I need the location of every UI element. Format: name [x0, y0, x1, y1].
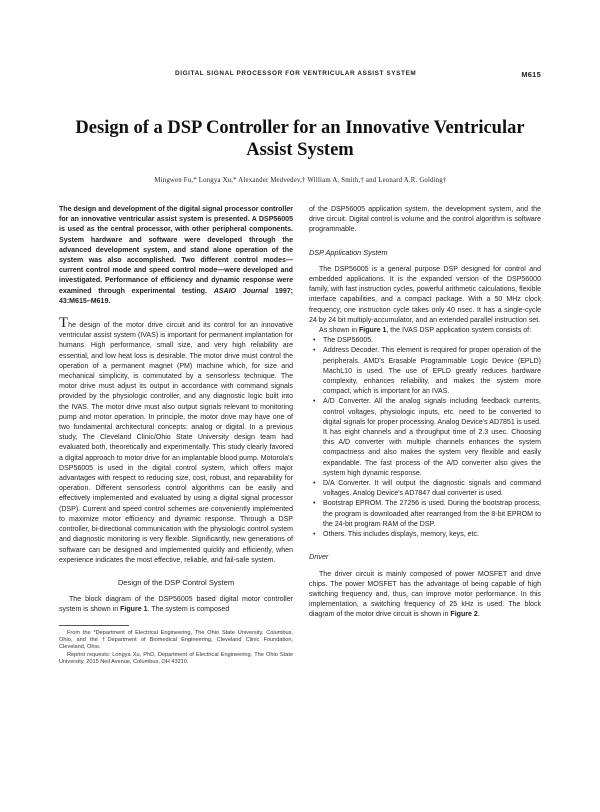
- driver-text-end: .: [477, 611, 480, 619]
- footnote-reprint: Reprint requests: Longya Xu, PhD, Department of Electrical Engineering, The Ohio State University, 2015 Neil Avenue, Columbus, OH 43210.: [59, 651, 293, 666]
- list-item: • Others. This includes displays, memory, keys, etc.: [309, 530, 541, 540]
- abstract: [59, 205, 293, 307]
- paper-title: Design of a DSP Controller for an Innovative Ventricular Assist System: [75, 118, 525, 160]
- left-column: [59, 205, 293, 667]
- figure-ref: Figure 2: [450, 611, 478, 619]
- list-item: • A/D Converter. All the analog signals including feedback currents, control voltages, physiologic inputs, etc. need to be converted to digital signals for proper processing. Analog Device's AD7851 is used. It has eight channels and a throughput time of 2.3 usec. Choosing this A/D converter with multiple channels enhances the system compactness and also makes the system very flexible and easily expandable. The fast process of the A/D converter also gives the system high dynamic response.: [309, 397, 541, 479]
- component-list: [309, 336, 541, 540]
- section-text-end: . The system is composed: [147, 606, 230, 614]
- list-item: • D/A Converter. It will output the diagnostic signals and command voltages. Analog Device's AD7847 dual converter is used.: [309, 479, 541, 499]
- subsection-heading-dsp: DSP Application System: [309, 247, 388, 257]
- dropcap-letter: T: [59, 315, 69, 332]
- figure-ref: Figure 1: [358, 327, 387, 335]
- author-list: Mingwen Fu,* Longya Xu,* Alexander Medvedev,† William A. Smith,† and Leonard A.R. Golding†: [154, 177, 447, 184]
- figure-ref: Figure 1: [120, 606, 148, 614]
- intro-paragraph: [59, 315, 293, 566]
- system-list-intro: [309, 326, 541, 336]
- dsp-paragraph: The DSP56005 is a general purpose DSP designed for control and embedded applications. It is the expanded version of the DSP56000 family, with fast instruction cycles, powerful arithmetic calculations, flexible interface capabilities, and a compact package. With a 50 MHz clock frequency, one instruction cycle takes only 40 nsec. It has a single-cycle 24 by 24 bit multiply-accumulator, and an extended parallel instruction set.: [309, 265, 541, 324]
- running-head: [175, 70, 541, 77]
- list-item: • The DSP56005.: [309, 336, 541, 346]
- abstract-citation: 1997; 43:M615–M619.: [59, 287, 294, 305]
- section-heading: Design of the DSP Control System: [117, 577, 235, 587]
- right-column: [309, 205, 541, 621]
- continuation-paragraph: of the DSP56005 application system, the development system, and the drive circuit. Digital control is volume and the control algorithm is software programmable.: [309, 206, 541, 234]
- footnote-affiliation: From the *Department of Electrical Engineering, The Ohio State University, Columbus, Ohio, and the †Department of Biomedical Engineering, Cleveland Clinic Foundation, Cleveland, Ohio.: [59, 629, 293, 651]
- subsection-heading-driver: Driver: [309, 552, 329, 562]
- list-intro-end: , the IVAS DSP application system consists of:: [386, 327, 532, 335]
- abstract-text: The design and development of the digital signal processor controller for an innovative ventricular assist system is presented. A DSP56005 is used as the central processor, with other peripheral components. System hardware and software were developed through the advanced development system, and stand alone operation of the system was also accomplished. Two different control modes—current control mode and speed control mode—were developed and investigated. Performance of efficiency and dynamic response were examined through experimental testing.: [59, 206, 293, 295]
- running-head-title: DIGITAL SIGNAL PROCESSOR FOR VENTRICULAR ASSIST SYSTEM: [175, 70, 417, 77]
- page-number: M615: [521, 70, 541, 79]
- list-item: • Bootstrap EPROM. The 27256 is used. During the bootstrap process, the program is downloaded after rearranged from the 8-bit EPROM to the 24-bit program RAM of the DSP.: [309, 499, 541, 530]
- driver-paragraph: [309, 570, 541, 621]
- section-text-start: The block diagram of the DSP56005 based digital motor controller system is shown in: [59, 596, 293, 614]
- abstract-journal: ASAIO Journal: [213, 287, 269, 295]
- footnote-divider: [59, 625, 129, 626]
- driver-text-start: The driver circuit is mainly composed of power MOSFET and drive chips. The power MOSFET has the advantage of being capable of high switching frequency and, thus, can improve motor performance. In this implementation, a switching frequency of 25 kHz is used. The block diagram of the motor drive circuit is shown in: [309, 570, 541, 619]
- list-intro-start: As shown in: [319, 327, 359, 335]
- section-paragraph: [59, 595, 293, 615]
- list-item: • Address Decoder. This element is required for proper operation of the peripherals. AMD's Erasable Programmable Logic Device (EPLD) MachL10 is used. The use of EPLD greatly reduces hardware complexity, enhances reliability, and makes the system more compact, which is important for an IVAS.: [309, 346, 541, 397]
- intro-text: he design of the motor drive circuit and its control for an innovative ventricular assist system (IVAS) is important for permanent implantation for humans. High performance, small size, and very high reliability are essential, and low heat loss is desirable. The motor drive must control the operation of a permanent magnet (PM) machine which, for size and mechanical simplicity, is commutated by a sensorless technique. The motor drive must adjust its output in accordance with command signals provided by the physiologic controller, and any diagnostic logic built into the IVAS. The motor drive must also output signals relevant to monitoring pump and motor operation. In principle, the motor drive may have one of two fundamental architectural concepts: analog or digital. In a previous study, The Cleveland Clinic/Ohio State University design team had evaluated both, theoretically and experimentally. This study clearly favored a digital approach to motor drive for an implantable blood pump. Motorola's DSP56005 is used in the digital control system, which offers major advantages with respect to reducing size, cost, robust, and reparability for operation. Different sensorless control algorithms can be easily and effectively implemented and evaluated by using a digital signal processor (DSP). Current and speed control schemes are conveniently implemented to maximize motor efficiency and dynamic response. Through a DSP controller, bi-directional communication with the physiologic control system and diagnostic monitoring is very flexible. Significantly, new generations of software can be designed and implemented quickly and efficiently, when experience indicates the most effective, reliable, and fail-safe system.: [59, 322, 293, 564]
- footnotes: [59, 630, 293, 667]
